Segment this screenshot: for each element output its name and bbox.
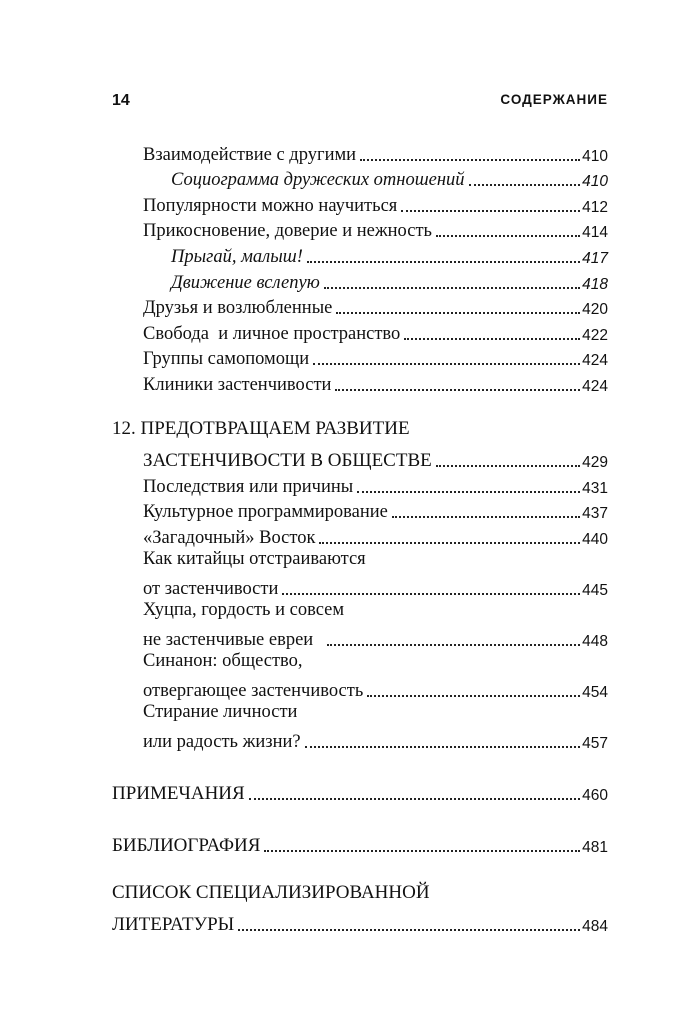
dot-leader [436,465,580,467]
toc-entry-page: 424 [582,352,608,370]
toc-entry-page: 431 [582,479,608,497]
dot-leader [335,389,580,391]
dot-leader [436,235,580,237]
toc-entry-title: Взаимодействие с другими [143,144,357,165]
spacer [112,805,608,830]
toc-section-bibliography [112,830,608,857]
table-of-contents [112,140,608,936]
spacer [112,753,608,778]
toc-entry-title: Последствия или причины [143,476,354,497]
toc-entry [112,217,608,243]
dot-leader [392,516,580,518]
toc-entry [112,728,608,754]
toc-entry-page: 454 [582,684,608,702]
toc-entry-page: 420 [582,301,608,319]
toc-entry [112,523,608,549]
toc-entry-title: «Загадочный» Восток [143,527,316,548]
toc-entry-title: Культурное программирование [143,502,388,523]
toc-entry [112,472,608,498]
toc-entry-page: 445 [582,581,608,599]
dot-leader [282,593,580,595]
dot-leader [401,210,580,212]
toc-entry-page: 414 [582,224,608,242]
toc-section-special [112,909,608,936]
chapter-title-line1: 12. ПРЕДОТВРАЩАЕМ РАЗВИТИЕ [112,417,410,439]
toc-entry-title: Движение вслепую [171,272,320,293]
toc-entry-title: Как китайцы отстраиваются [143,548,366,569]
toc-entry-title: Прыгай, малыш! [171,246,303,267]
toc-entry-page: 412 [582,198,608,216]
dot-leader [319,542,580,544]
toc-entry [112,268,608,294]
toc-entry-title: отвергающее застенчивость [143,681,364,702]
toc-entry-page: 481 [582,839,608,857]
toc-entry-title: Хуцпа, гордость и совсем [143,599,345,620]
spacer [112,396,608,418]
toc-entry [112,600,608,626]
toc-entry [112,345,608,371]
toc-entry [112,166,608,192]
toc-entry [112,319,608,345]
dot-leader [404,338,580,340]
spacer [112,857,608,882]
toc-entry-page: 460 [582,787,608,805]
toc-entry-title: ЛИТЕРАТУРЫ [112,914,235,936]
toc-entry-title: Популярности можно научиться [143,195,398,216]
toc-entry-title: или радость жизни? [143,732,301,753]
toc-entry-title: Клиники застенчивости [143,374,332,395]
toc-entry [112,140,608,166]
toc-entry-title: СПИСОК СПЕЦИАЛИЗИРОВАННОЙ [112,882,430,904]
toc-entry-page: 410 [582,147,608,165]
toc-entry [112,498,608,524]
dot-leader [249,798,580,800]
toc-entry-page: 410 [582,173,608,191]
toc-entry [112,677,608,703]
toc-entry-title: БИБЛИОГРАФИЯ [112,835,261,857]
dot-leader [264,850,580,852]
toc-entry [112,549,608,575]
toc-entry-page: 437 [582,505,608,523]
toc-entry-title: Свобода и личное пространство [143,323,401,344]
toc-entry-page: 424 [582,377,608,395]
toc-entry-page: 422 [582,326,608,344]
dot-leader [357,491,580,493]
toc-entry-title: Друзья и возлюбленные [143,298,333,319]
dot-leader [238,929,580,931]
dot-leader [313,363,580,365]
dot-leader [324,287,580,289]
toc-entry-page: 484 [582,918,608,936]
toc-entry [112,574,608,600]
dot-leader [327,644,580,646]
toc-entry-page: 457 [582,735,608,753]
toc-section-notes [112,778,608,805]
chapter-heading [112,445,608,472]
dot-leader [336,312,580,314]
toc-entry-title: ПРИМЕЧАНИЯ [112,783,245,805]
dot-leader [360,159,580,161]
toc-entry [112,626,608,652]
dot-leader [367,695,580,697]
toc-entry-title: Социограмма дружеских отношений [171,170,465,191]
toc-entry [112,191,608,217]
toc-entry [112,370,608,396]
toc-entry-title: Стирание личности [143,702,298,723]
toc-entry [112,294,608,320]
page-number: 14 [112,92,130,109]
toc-entry-title: Прикосновение, доверие и нежность [143,221,432,242]
toc-entry [112,651,608,677]
toc-entry-page: 448 [582,633,608,651]
toc-entry-page: 417 [582,249,608,267]
running-title: СОДЕРЖАНИЕ [500,92,608,107]
toc-entry-title: Группы самопомощи [143,349,310,370]
toc-entry-title: Синанон: общество, [143,651,303,672]
toc-entry-page: 418 [582,275,608,293]
chapter-heading [112,418,608,445]
dot-leader [469,184,581,186]
toc-entry-page: 429 [582,453,608,471]
toc-entry-page: 440 [582,530,608,548]
toc-entry-title: от застенчивости [143,578,279,599]
toc-entry-title: не застенчивые евреи [143,630,314,651]
chapter-title-line2: ЗАСТЕНЧИВОСТИ В ОБЩЕСТВЕ [143,449,432,471]
toc-entry [112,702,608,728]
toc-section-special [112,882,608,909]
dot-leader [305,746,581,748]
dot-leader [307,261,580,263]
page-header [112,92,608,116]
toc-entry [112,242,608,268]
